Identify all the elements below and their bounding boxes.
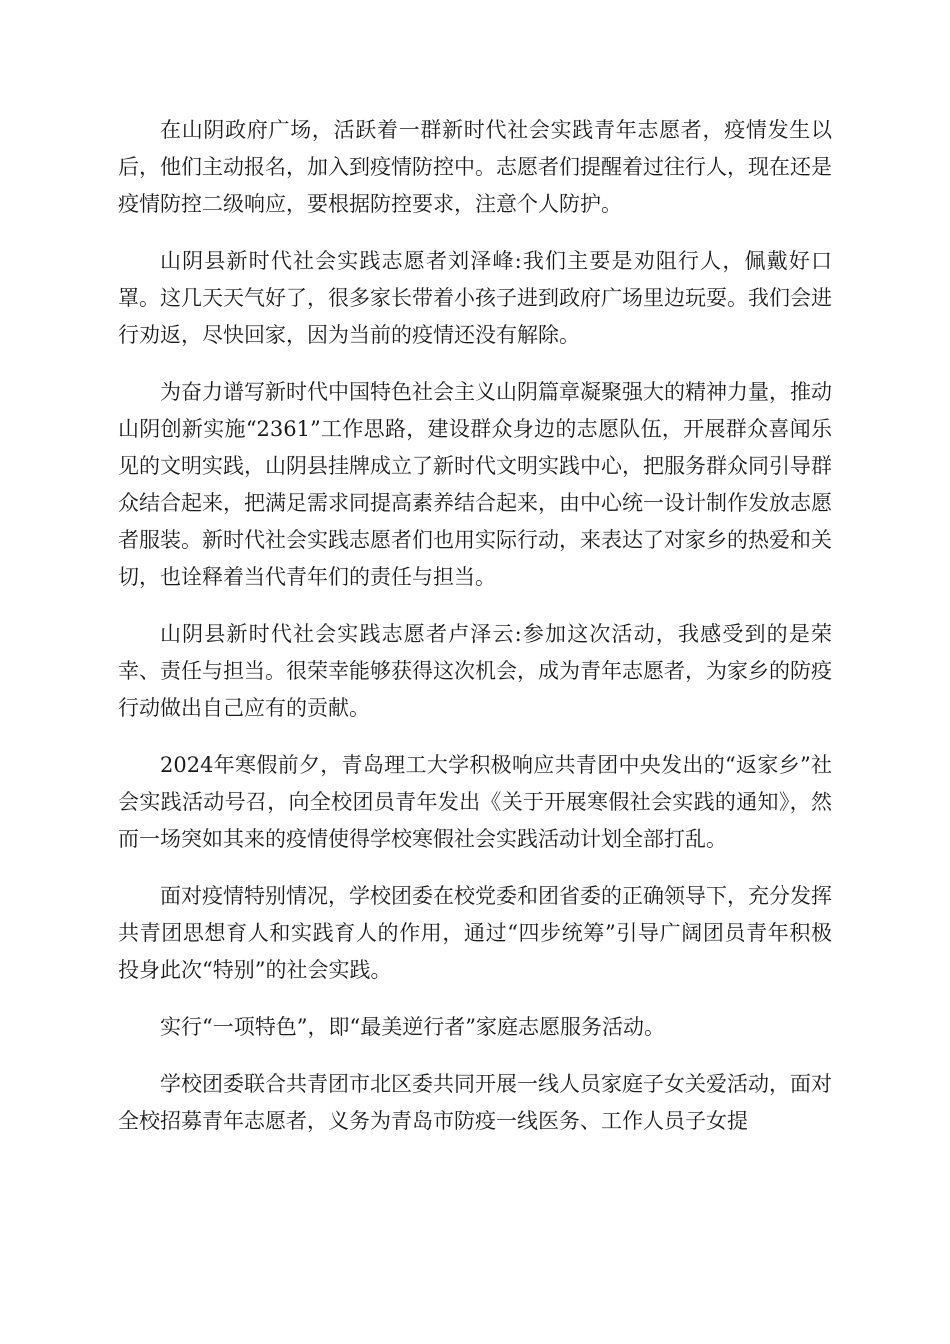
paragraph-5: 2024年寒假前夕，青岛理工大学积极响应共青团中央发出的“返家乡”社会实践活动号召，向全校团员青年发出《关于开展寒假社会实践的通知》，然而一场突如其来的疫情使得学校寒假社会实践活动计划全部打乱。 xyxy=(118,753,832,851)
paragraph-6: 面对疫情特别情况，学校团委在校党委和团省委的正确领导下，充分发挥共青团思想育人和实践育人的作用，通过“四步统筹”引导广阔团员青年积极投身此次“特别”的社会实践。 xyxy=(118,884,832,982)
paragraph-3: 为奋力谱写新时代中国特色社会主义山阴篇章凝聚强大的精神力量，推动山阴创新实施“2361”工作思路，建设群众身边的志愿队伍，开展群众喜闻乐见的文明实践，山阴县挂牌成立了新时代文明实践中心，把服务群众同引导群众结合起来，把满足需求同提高素养结合起来，由中心统一设计制作发放志愿者服装。新时代社会实践志愿者们也用实际行动，来表达了对家乡的热爱和关切，也诠释着当代青年们的责任与担当。 xyxy=(118,380,832,589)
paragraph-7: 实行“一项特色”，即“最美逆行者”家庭志愿服务活动。 xyxy=(160,1015,665,1039)
paragraph-1: 在山阴政府广场，活跃着一群新时代社会实践青年志愿者，疫情发生以后，他们主动报名，加入到疫情防控中。志愿者们提醒着过往行人，现在还是疫情防控二级响应，要根据防控要求，注意个人防护。 xyxy=(118,118,832,216)
document-page xyxy=(118,112,832,1160)
paragraph-2: 山阴县新时代社会实践志愿者刘泽峰:我们主要是劝阻行人，佩戴好口罩。这几天天气好了，很多家长带着小孩子进到政府广场里边玩耍。我们会进行劝返，尽快回家，因为当前的疫情还没有解除。 xyxy=(118,249,832,347)
paragraph-8: 学校团委联合共青团市北区委共同开展一线人员家庭子女关爱活动，面对全校招募青年志愿者，义务为青岛市防疫一线医务、工作人员子女提 xyxy=(118,1072,832,1133)
paragraph-4: 山阴县新时代社会实践志愿者卢泽云:参加这次活动，我感受到的是荣幸、责任与担当。很荣幸能够获得这次机会，成为青年志愿者，为家乡的防疫行动做出自己应有的贡献。 xyxy=(118,622,832,720)
